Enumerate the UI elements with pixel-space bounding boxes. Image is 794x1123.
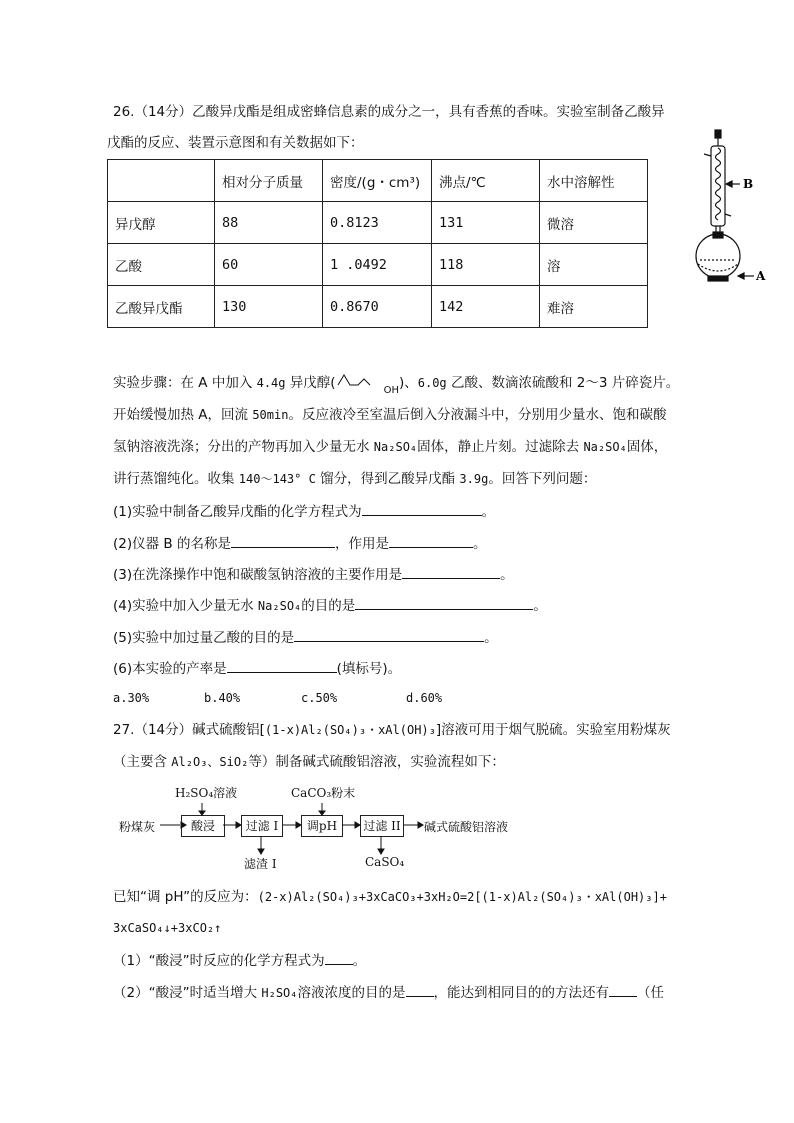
heater-icon xyxy=(708,276,728,281)
stopper xyxy=(715,130,721,138)
q26-question-6 xyxy=(113,658,401,679)
table-cell: 乙酸 xyxy=(108,244,215,286)
q27-question-1 xyxy=(113,950,366,971)
text: (3)在洗涤操作中饱和碳酸氢钠溶液的主要作用是 xyxy=(113,567,403,583)
q26-intro-line2: 戊酯的反应、装置示意图和有关数据如下： xyxy=(107,135,364,151)
text: (填标号)。 xyxy=(336,661,402,677)
table-cell: 微溶 xyxy=(540,202,648,244)
text: )、 xyxy=(398,375,418,391)
text: 实验步骤：在 A 中加入 xyxy=(113,375,257,391)
text: (5)实验中加过量乙酸的目的是 xyxy=(113,630,295,646)
text: 溶液浓度的目的是 xyxy=(297,985,406,1001)
text: 固体，静止片刻。过滤除去 xyxy=(417,439,584,455)
text: 。回答下列问题： xyxy=(488,471,597,487)
step-filter-1: 过滤 I xyxy=(241,815,283,837)
text: 。 xyxy=(500,567,514,583)
text: ，能达到相同目的的方法还有 xyxy=(433,985,609,1001)
known-reaction-line1 xyxy=(113,887,667,907)
oh-label: OH xyxy=(383,385,399,396)
text: （主要含 xyxy=(113,754,172,770)
text: 开始缓慢加热 A，回流 xyxy=(113,407,253,423)
formula: Al₂O₃、SiO₂ xyxy=(171,755,249,769)
step-filter-2: 过滤 II xyxy=(360,815,404,837)
text: (2)仪器 B 的名称是 xyxy=(113,536,231,552)
table-cell: 142 xyxy=(432,286,540,328)
q26-question-4 xyxy=(113,595,547,616)
table-header-row xyxy=(108,160,648,202)
answer-blank[interactable] xyxy=(389,533,473,548)
step-acid-leach: 酸浸 xyxy=(181,815,225,837)
table-cell: 乙酸异戊酯 xyxy=(108,286,215,328)
table-cell: 130 xyxy=(215,286,323,328)
q27-question-2 xyxy=(113,982,664,1003)
properties-table xyxy=(107,159,648,328)
table-cell: 难溶 xyxy=(540,286,648,328)
option-c[interactable]: c.50% xyxy=(301,691,338,705)
table-cell: 118 xyxy=(432,244,540,286)
steps-line1 xyxy=(113,371,679,395)
text: H₂SO₄ xyxy=(261,986,298,1000)
table-cell: 异戊醇 xyxy=(108,202,215,244)
text: 的目的是 xyxy=(301,598,356,614)
text: 异戊醇( xyxy=(285,375,336,391)
q27-intro-line2 xyxy=(113,752,505,772)
text: (4)实验中加入少量无水 xyxy=(113,598,258,614)
text: （2）“酸浸”时适当增大 xyxy=(113,985,262,1001)
table-header-cell: 水中溶解性 xyxy=(540,160,648,202)
text: 固体， xyxy=(626,439,668,455)
text: 等）制备碱式硫酸铝溶液，实验流程如下： xyxy=(248,754,505,770)
condenser-coil xyxy=(716,148,721,220)
step-adjust-ph: 调pH xyxy=(301,815,343,837)
q27-intro-line1 xyxy=(113,720,671,740)
steps-line4 xyxy=(113,469,596,489)
reagent-h2so4: H₂SO₄溶液 xyxy=(175,786,238,800)
text: 27.（14分）碱式硫酸铝[ xyxy=(113,722,265,738)
text: 乙酸、数滴浓硫酸和 2～3 片碎瓷片。 xyxy=(446,375,680,391)
text: (1)实验中制备乙酸异戊酯的化学方程式为 xyxy=(113,504,362,520)
answer-blank[interactable] xyxy=(609,982,637,997)
isoamyl-alcohol-structure-icon xyxy=(336,371,384,393)
answer-blank[interactable] xyxy=(406,982,434,997)
table-header-cell: 沸点/℃ xyxy=(432,160,540,202)
text: 4.4g xyxy=(256,376,286,390)
answer-blank[interactable] xyxy=(294,627,484,642)
text: 6.0g xyxy=(417,376,447,390)
text: ，作用是 xyxy=(334,536,389,552)
option-b[interactable]: b.40% xyxy=(204,691,241,705)
table-cell: 60 xyxy=(215,244,323,286)
residue-1: 滤渣 I xyxy=(244,857,277,871)
equation: (2-x)Al₂(SO₄)₃+3xCaCO₃+3xH₂O=2[(1-x)Al₂(SO₄)₃・xAl(OH)₃]+ xyxy=(257,890,667,904)
table-cell: 0.8670 xyxy=(323,286,432,328)
text: ]溶液可用于烟气脱硫。实验室用粉煤灰 xyxy=(435,722,671,738)
label-b: B xyxy=(743,177,754,191)
text: 讲行蒸馏纯化。收集 xyxy=(113,471,239,487)
text: Na₂SO₄ xyxy=(257,599,302,613)
text: 3.9g xyxy=(459,472,489,486)
text: 。 xyxy=(484,630,498,646)
table-header-cell: 密度/(g・cm³) xyxy=(323,160,432,202)
table-cell: 88 xyxy=(215,202,323,244)
answer-blank[interactable] xyxy=(402,564,500,579)
steps-line2 xyxy=(113,405,666,425)
residue-caso4: CaSO₄ xyxy=(365,855,405,869)
text: 馏分，得到乙酸异戊酯 xyxy=(315,471,460,487)
table-row xyxy=(108,244,648,286)
option-d[interactable]: d.60% xyxy=(406,691,443,705)
table-row xyxy=(108,202,648,244)
flow-arrows xyxy=(150,795,430,857)
answer-blank[interactable] xyxy=(325,950,353,965)
table-cell: 溶 xyxy=(540,244,648,286)
option-a[interactable]: a.30% xyxy=(113,691,150,705)
text: 。 xyxy=(472,536,487,552)
flow-end: 碱式硫酸铝溶液 xyxy=(424,820,509,834)
text: 。 xyxy=(533,598,547,614)
q26-question-2 xyxy=(113,533,486,554)
formula: (1-x)Al₂(SO₄)₃・xAl(OH)₃ xyxy=(264,723,436,737)
label-a: A xyxy=(756,269,766,283)
table-cell: 131 xyxy=(432,202,540,244)
text: （任 xyxy=(637,985,664,1001)
text: 氢钠溶液洗涤；分出的产物再加入少量无水 xyxy=(113,439,374,455)
table-cell: 1 .0492 xyxy=(323,244,432,286)
text: 50min xyxy=(252,408,289,422)
reflux-apparatus-diagram xyxy=(686,124,770,288)
text: 。 xyxy=(481,504,496,520)
answer-blank[interactable] xyxy=(231,533,335,548)
text: Na₂SO₄ xyxy=(583,440,627,454)
text: （1）“酸浸”时反应的化学方程式为 xyxy=(113,953,325,969)
text: 。反应液冷至室温后倒入分液漏斗中，分别用少量水、饱和碳酸 xyxy=(288,407,667,423)
text: 140～143° C xyxy=(238,472,316,486)
text: (6)本实验的产率是 xyxy=(113,661,227,677)
text: Na₂SO₄ xyxy=(373,440,418,454)
flow-start: 粉煤灰 xyxy=(119,820,156,834)
steps-line3 xyxy=(113,437,667,457)
reagent-caco3: CaCO₃粉末 xyxy=(291,786,356,800)
q26-intro-line1: 26.（14分）乙酸异戊酯是组成密蜂信息素的成分之一，具有香蕉的香味。实验室制备乙酸异 xyxy=(113,104,665,120)
answer-blank[interactable] xyxy=(227,658,337,673)
q26-question-1 xyxy=(113,501,495,522)
answer-blank[interactable] xyxy=(355,595,533,610)
table-cell: 0.8123 xyxy=(323,202,432,244)
text: 。 xyxy=(352,953,367,969)
q26-question-5 xyxy=(113,627,498,648)
table-row xyxy=(108,286,648,328)
known-reaction-line2: 3xCaSO₄↓+3xCO₂↑ xyxy=(113,921,222,935)
table-header-cell xyxy=(108,160,215,202)
table-header-cell: 相对分子质量 xyxy=(215,160,323,202)
answer-blank[interactable] xyxy=(362,501,482,516)
q26-question-3 xyxy=(113,564,514,585)
text: 已知“调 pH”的反应为： xyxy=(113,889,258,905)
